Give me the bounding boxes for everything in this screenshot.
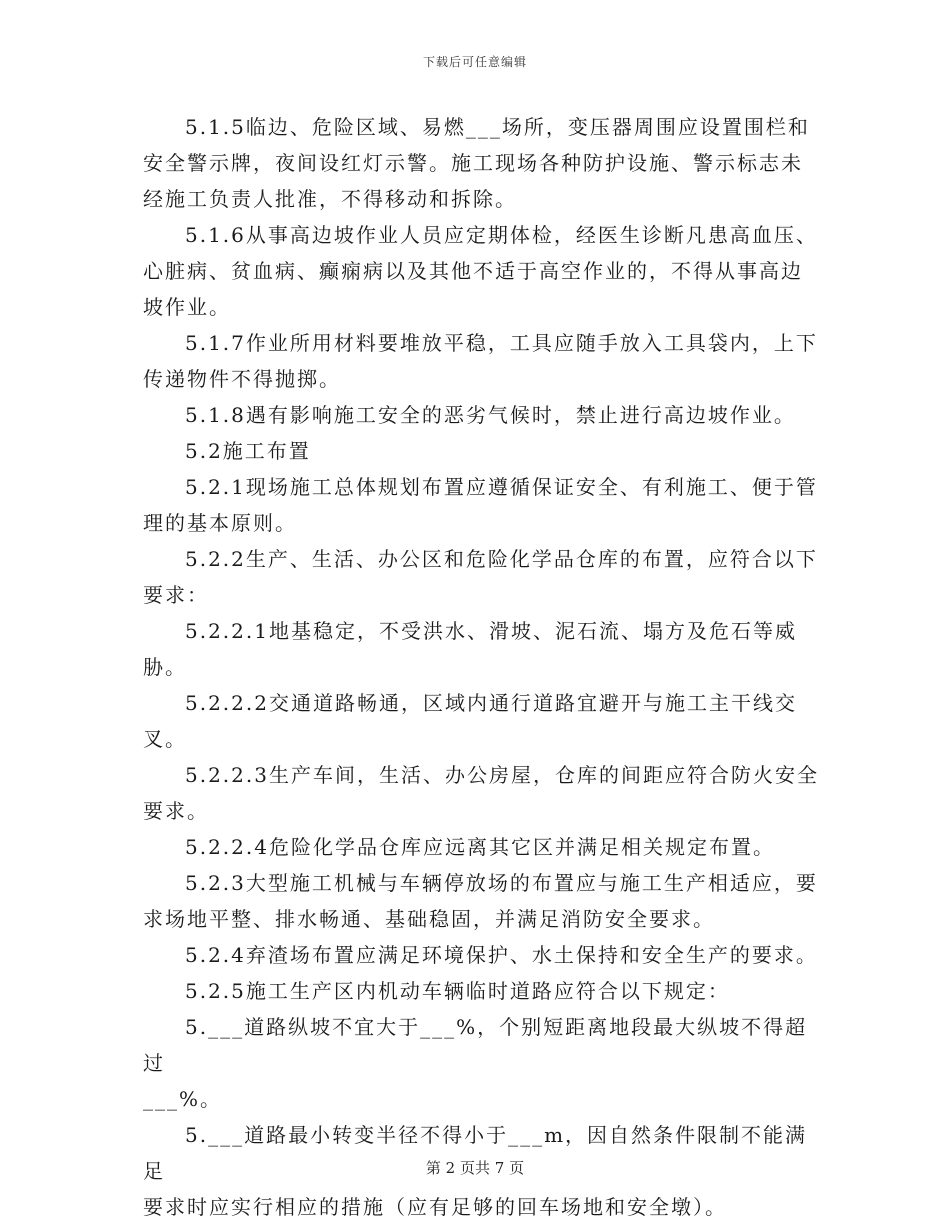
paragraph-5-2-2-1: 5.2.2.1地基稳定，不受洪水、滑坡、泥石流、塌方及危石等威胁。 [143, 619, 797, 679]
paragraph-5-1-7: 5.1.7作业所用材料要堆放平稳，工具应随手放入工具袋内，上下 传递物件不得抛掷。 [143, 331, 818, 391]
paragraph-5-2-3: 5.2.3大型施工机械与车辆停放场的布置应与施工生产相适应，要 求场地平整、排水畅通、基础稳固，并满足消防安全要求。 [143, 871, 818, 931]
paragraph-turn-radius: 5.___道路最小转变半径不得小于___m，因自然条件限制不能满足 要求时应实行相应的措施（应有足够的回车场地和安全墩）。 [143, 1123, 808, 1219]
paragraph-5-2-2-4: 5.2.2.4危险化学品仓库应远离其它区并满足相关规定布置。 [185, 835, 775, 859]
paragraph-5-2-4: 5.2.4弃渣场布置应满足环境保护、水土保持和安全生产的要求。 [185, 943, 818, 967]
paragraph-5-2-2-3: 5.2.2.3生产车间，生活、办公房屋，仓库的间距应符合防火安全 要求。 [143, 763, 819, 823]
paragraph-5-1-5: 5.1.5临边、危险区域、易燃___场所，变压器周围应设置围栏和 安全警示牌，夜间设红灯示警。施工现场各种防护设施、警示标志未 经施工负责人批准，不得移动和拆除。 [143, 115, 810, 211]
paragraph-5-2-5: 5.2.5施工生产区内机动车辆临时道路应符合以下规定： [185, 979, 730, 1003]
document-body [143, 109, 823, 1225]
page-header: 下载后可任意编辑 [422, 55, 527, 69]
paragraph-5-2-2: 5.2.2生产、生活、办公区和危险化学品仓库的布置，应符合以下 要求： [143, 547, 818, 607]
paragraph-5-2-2-2: 5.2.2.2交通道路畅通，区域内通行道路宜避开与施工主干线交叉。 [143, 691, 797, 751]
section-heading-5-2: 5.2施工布置 [185, 439, 311, 463]
paragraph-road-slope: 5.___道路纵坡不宜大于___%，个别短距离地段最大纵坡不得超过 ___%。 [143, 1015, 808, 1111]
paragraph-5-2-1: 5.2.1现场施工总体规划布置应遵循保证安全、有利施工、便于管 理的基本原则。 [143, 475, 818, 535]
paragraph-5-1-6: 5.1.6从事高边坡作业人员应定期体检，经医生诊断凡患高血压、 心脏病、贫血病、癫痫病以及其他不适于高空作业的，不得从事高边 坡作业。 [143, 223, 818, 319]
paragraph-5-1-8: 5.1.8遇有影响施工安全的恶劣气候时，禁止进行高边坡作业。 [185, 403, 796, 427]
page-footer: 第 2 页共 7 页 [425, 1159, 525, 1177]
